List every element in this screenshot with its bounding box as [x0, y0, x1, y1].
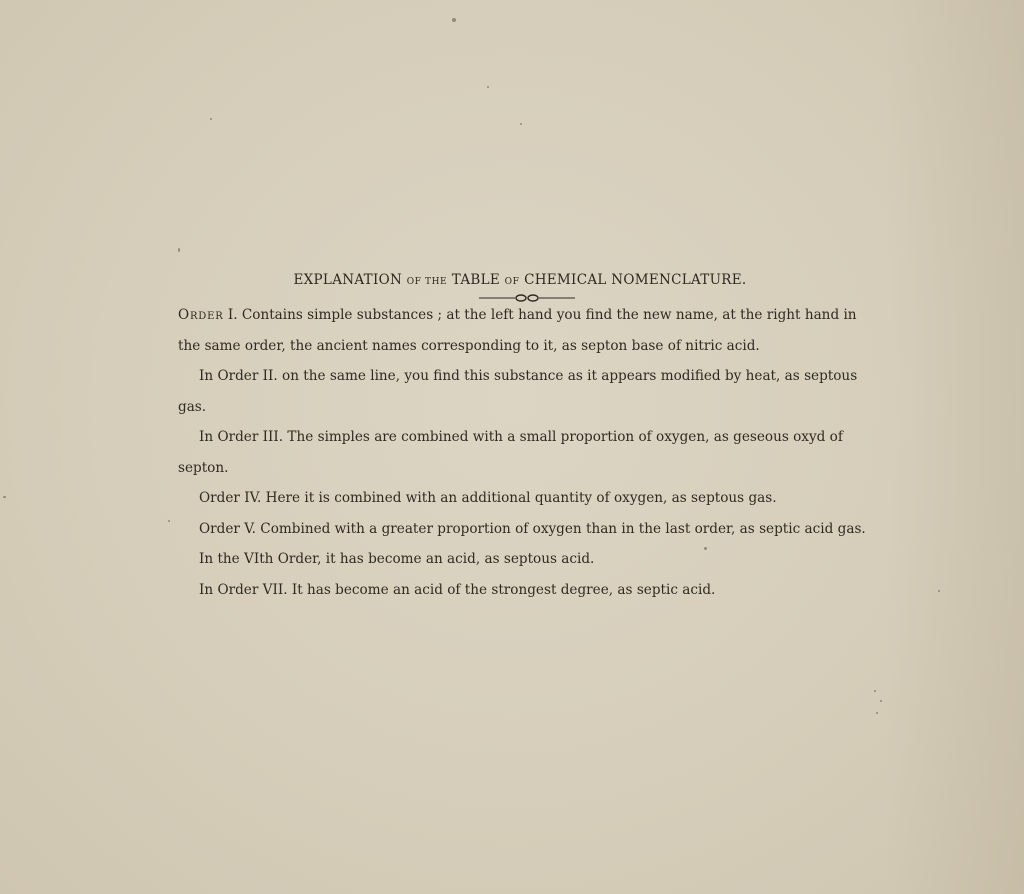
paper-speck [487, 86, 489, 88]
paper-speck [452, 18, 456, 22]
title-word-table: TABLE [451, 272, 501, 288]
title-word-of-the: OF THE [406, 277, 448, 287]
title-word-explanation: EXPLANATION [293, 272, 403, 288]
paragraph-order-vii: In Order VII. It has become an acid of the strongest degree, as septic acid. [199, 581, 716, 598]
paragraph-order-i [178, 300, 883, 361]
paper-speck [210, 118, 212, 120]
paper-speck [168, 520, 170, 522]
paragraph-order-vi: In the VIth Order, it has become an acid, as septous acid. [199, 551, 595, 567]
paper-speck [520, 123, 522, 125]
paragraph-order-v: Order V. Combined with a greater proportion of oxygen than in the last order, as septic acid gas. [199, 520, 866, 537]
page-edge-shadow [884, 0, 1024, 894]
paragraph-order-iv: Order IV. Here it is combined with an additional quantity of oxygen, as septous gas. [199, 490, 777, 506]
paragraph-order-ii: In Order II. on the same line, you find this substance as it appears modified by heat, as septous gas. [178, 368, 858, 415]
paper-speck [178, 248, 180, 252]
paragraph-text: I. Contains simple substances ; at the left hand you find the new name, at the right hand in the same order, the ancient names corresponding to it, as septon base of nitric acid. [178, 307, 857, 354]
page-title [0, 272, 1024, 288]
paper-speck [876, 712, 878, 714]
title-word-of: OF [504, 277, 520, 287]
title-word-chemical-nomenclature: CHEMICAL NOMENCLATURE. [524, 272, 747, 288]
paper-speck [938, 590, 940, 592]
explanation-text [178, 300, 883, 605]
paragraph-order-iii: In Order III. The simples are combined with a small proportion of oxygen, as geseous oxyd of septon. [178, 429, 843, 476]
paper-speck [880, 700, 882, 702]
paper-speck [874, 690, 876, 692]
paper-speck [3, 496, 6, 498]
order-lead-word: Order [178, 307, 224, 323]
